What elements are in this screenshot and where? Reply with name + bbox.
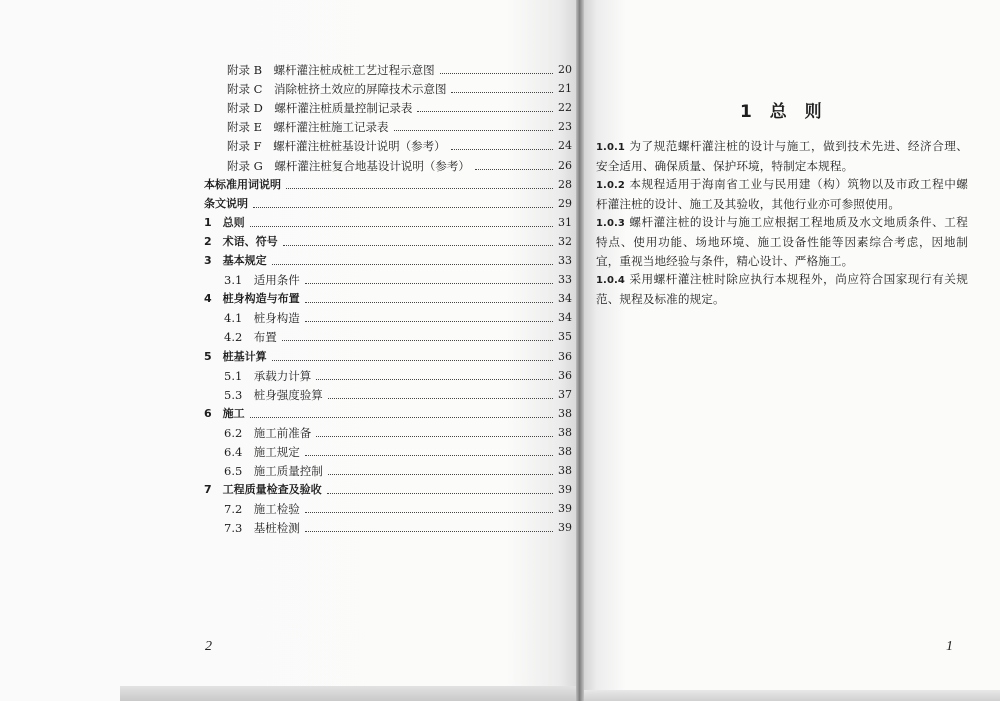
toc-leader-dots (283, 245, 553, 246)
toc-entry (204, 59, 572, 77)
toc-entry (204, 250, 572, 268)
toc-entry-page: 38 (558, 406, 572, 420)
toc-leader-dots (305, 283, 553, 284)
toc-entry (204, 498, 572, 516)
toc-entry (204, 517, 572, 535)
toc-leader-dots (250, 226, 553, 227)
toc-entry-page: 28 (558, 177, 572, 191)
toc-entry-label: 附录 D 螺杆灌注桩质量控制记录表 (227, 101, 413, 116)
toc-entry-label: 5 桩基计算 (204, 349, 267, 363)
toc-entry-label: 3.1 适用条件 (224, 273, 300, 288)
toc-entry-page: 38 (558, 464, 572, 478)
toc-entry-page: 33 (558, 254, 572, 267)
right-page-number: 1 (946, 639, 953, 654)
toc-entry-page: 33 (558, 273, 572, 287)
toc-entry-page: 39 (558, 521, 572, 535)
clause-number: 1.0.4 (596, 275, 625, 286)
toc-entry-label: 附录 B 螺杆灌注桩成桩工艺过程示意图 (227, 63, 435, 77)
toc-leader-dots (272, 360, 553, 361)
toc-leader-dots (328, 398, 553, 399)
toc-entry-page: 34 (558, 311, 572, 325)
toc-leader-dots (475, 169, 553, 170)
toc-entry (204, 307, 572, 325)
toc-entry-page: 32 (558, 234, 572, 248)
toc-leader-dots (305, 321, 553, 322)
toc-entry-page: 36 (558, 349, 572, 363)
toc-leader-dots (328, 474, 553, 475)
toc-entry-label: 4.1 桩身构造 (224, 311, 300, 326)
toc-entry-label: 7 工程质量检查及验收 (204, 483, 322, 497)
clause-1-0-2 (596, 175, 968, 214)
toc-entry (204, 135, 572, 153)
toc-entry-page: 39 (558, 502, 572, 516)
toc-entry (204, 288, 572, 306)
toc-leader-dots (282, 340, 553, 341)
toc-entry (204, 346, 572, 364)
toc-entry-label: 附录 G 螺杆灌注桩复合地基设计说明（参考） (227, 158, 470, 173)
left-page-number: 2 (205, 639, 212, 654)
toc-entry-label: 附录 C 消除桩挤土效应的屏障技术示意图 (227, 82, 447, 97)
toc-entry-label: 6.4 施工规定 (224, 445, 300, 459)
toc-leader-dots (250, 417, 553, 418)
clause-1-0-4 (596, 270, 968, 309)
toc-entry-page: 38 (558, 445, 572, 458)
toc-entry-page: 38 (558, 425, 572, 439)
clause-text: 为了规范螺杆灌注桩的设计与施工，做到技术先进、经济合理、安全适用、确保质量、保护环境，特制定本规程。 (596, 139, 968, 173)
toc-entry (204, 193, 572, 211)
clause-1-0-3 (596, 213, 968, 271)
toc-entry-label: 本标准用词说明 (204, 177, 281, 191)
toc-entry-page: 37 (558, 387, 572, 401)
toc-entry-label: 3 基本规定 (204, 254, 267, 267)
toc-leader-dots (316, 379, 553, 380)
toc-leader-dots (272, 264, 553, 265)
toc-entry-page: 36 (558, 368, 572, 382)
toc-entry-page: 29 (558, 196, 572, 210)
clause-text: 螺杆灌注桩的设计与施工应根据工程地质及水文地质条件、工程特点、使用功能、场地环境、施工设备性能等因素综合考虑，因地制宜，重视当地经验与条件，精心设计、严格施工。 (596, 215, 968, 268)
toc-entry (204, 384, 572, 402)
clause-number: 1.0.1 (596, 142, 625, 153)
toc-entry (204, 78, 572, 96)
toc-entry-page: 21 (558, 82, 572, 96)
toc-entry-label: 条文说明 (204, 196, 248, 210)
toc-leader-dots (316, 436, 553, 437)
toc-entry-label: 7.3 基桩检测 (224, 521, 300, 536)
toc-leader-dots (305, 512, 553, 513)
toc-entry-label: 6.5 施工质量控制 (224, 464, 323, 479)
toc-leader-dots (394, 130, 553, 131)
toc-leader-dots (305, 302, 553, 303)
toc-entry (204, 155, 572, 173)
toc-entry (204, 269, 572, 287)
toc-entry-page: 31 (558, 215, 572, 229)
toc-leader-dots (440, 73, 553, 74)
toc-entry (204, 97, 572, 115)
toc-entry-page: 20 (558, 63, 572, 76)
toc-entry-label: 1 总则 (204, 215, 245, 229)
clause-text: 本规程适用于海南省工业与民用建（构）筑物以及市政工程中螺杆灌注桩的设计、施工及其验收，其他行业亦可参照使用。 (596, 177, 968, 211)
toc-entry-page: 34 (558, 292, 572, 306)
toc-entry-label: 4 桩身构造与布置 (204, 292, 300, 306)
toc-entry-label: 5.3 桩身强度验算 (224, 387, 323, 402)
toc-entry (204, 231, 572, 249)
toc-entry-page: 35 (558, 330, 572, 344)
book-spine (576, 0, 584, 701)
toc-entry (204, 365, 572, 383)
toc-entry-label: 7.2 施工检验 (224, 502, 300, 517)
toc-leader-dots (286, 188, 553, 189)
toc-entry-page: 26 (558, 158, 572, 172)
toc-entry (204, 174, 572, 192)
toc-leader-dots (451, 92, 553, 93)
toc-entry (204, 441, 572, 459)
clause-number: 1.0.2 (596, 180, 625, 191)
toc-leader-dots (327, 493, 553, 494)
toc-entry (204, 326, 572, 344)
toc-leader-dots (417, 111, 553, 112)
toc-entry (204, 479, 572, 497)
chapter-title: 1 总 则 (740, 102, 828, 122)
toc-entry-label: 4.2 布置 (224, 330, 277, 345)
toc-entry-page: 22 (558, 101, 572, 115)
toc-entry-page: 39 (558, 483, 572, 497)
clause-number: 1.0.3 (596, 218, 625, 229)
toc-entry-page: 23 (558, 120, 572, 134)
toc-entry-label: 2 术语、符号 (204, 234, 278, 248)
toc-leader-dots (253, 207, 553, 208)
toc-entry (204, 116, 572, 134)
toc-entry-page: 24 (558, 139, 572, 153)
page-stack-edge-right (584, 690, 1000, 701)
toc-entry-label: 附录 E 螺杆灌注桩施工记录表 (227, 120, 389, 135)
page-stack-edge-left (120, 686, 576, 701)
toc-leader-dots (451, 149, 553, 150)
toc-entry-label: 6.2 施工前准备 (224, 425, 312, 440)
toc-entry-label: 6 施工 (204, 406, 245, 420)
toc-leader-dots (305, 531, 553, 532)
toc-entry-label: 附录 F 螺杆灌注桩桩基设计说明（参考） (227, 139, 446, 154)
toc-entry (204, 403, 572, 421)
clause-1-0-1 (596, 137, 968, 176)
toc-entry (204, 422, 572, 440)
toc-entry (204, 460, 572, 478)
toc-entry-label: 5.1 承载力计算 (224, 368, 312, 383)
toc-entry (204, 212, 572, 230)
clause-text: 采用螺杆灌注桩时除应执行本规程外，尚应符合国家现行有关规范、规程及标准的规定。 (596, 272, 968, 306)
toc-leader-dots (305, 455, 553, 456)
